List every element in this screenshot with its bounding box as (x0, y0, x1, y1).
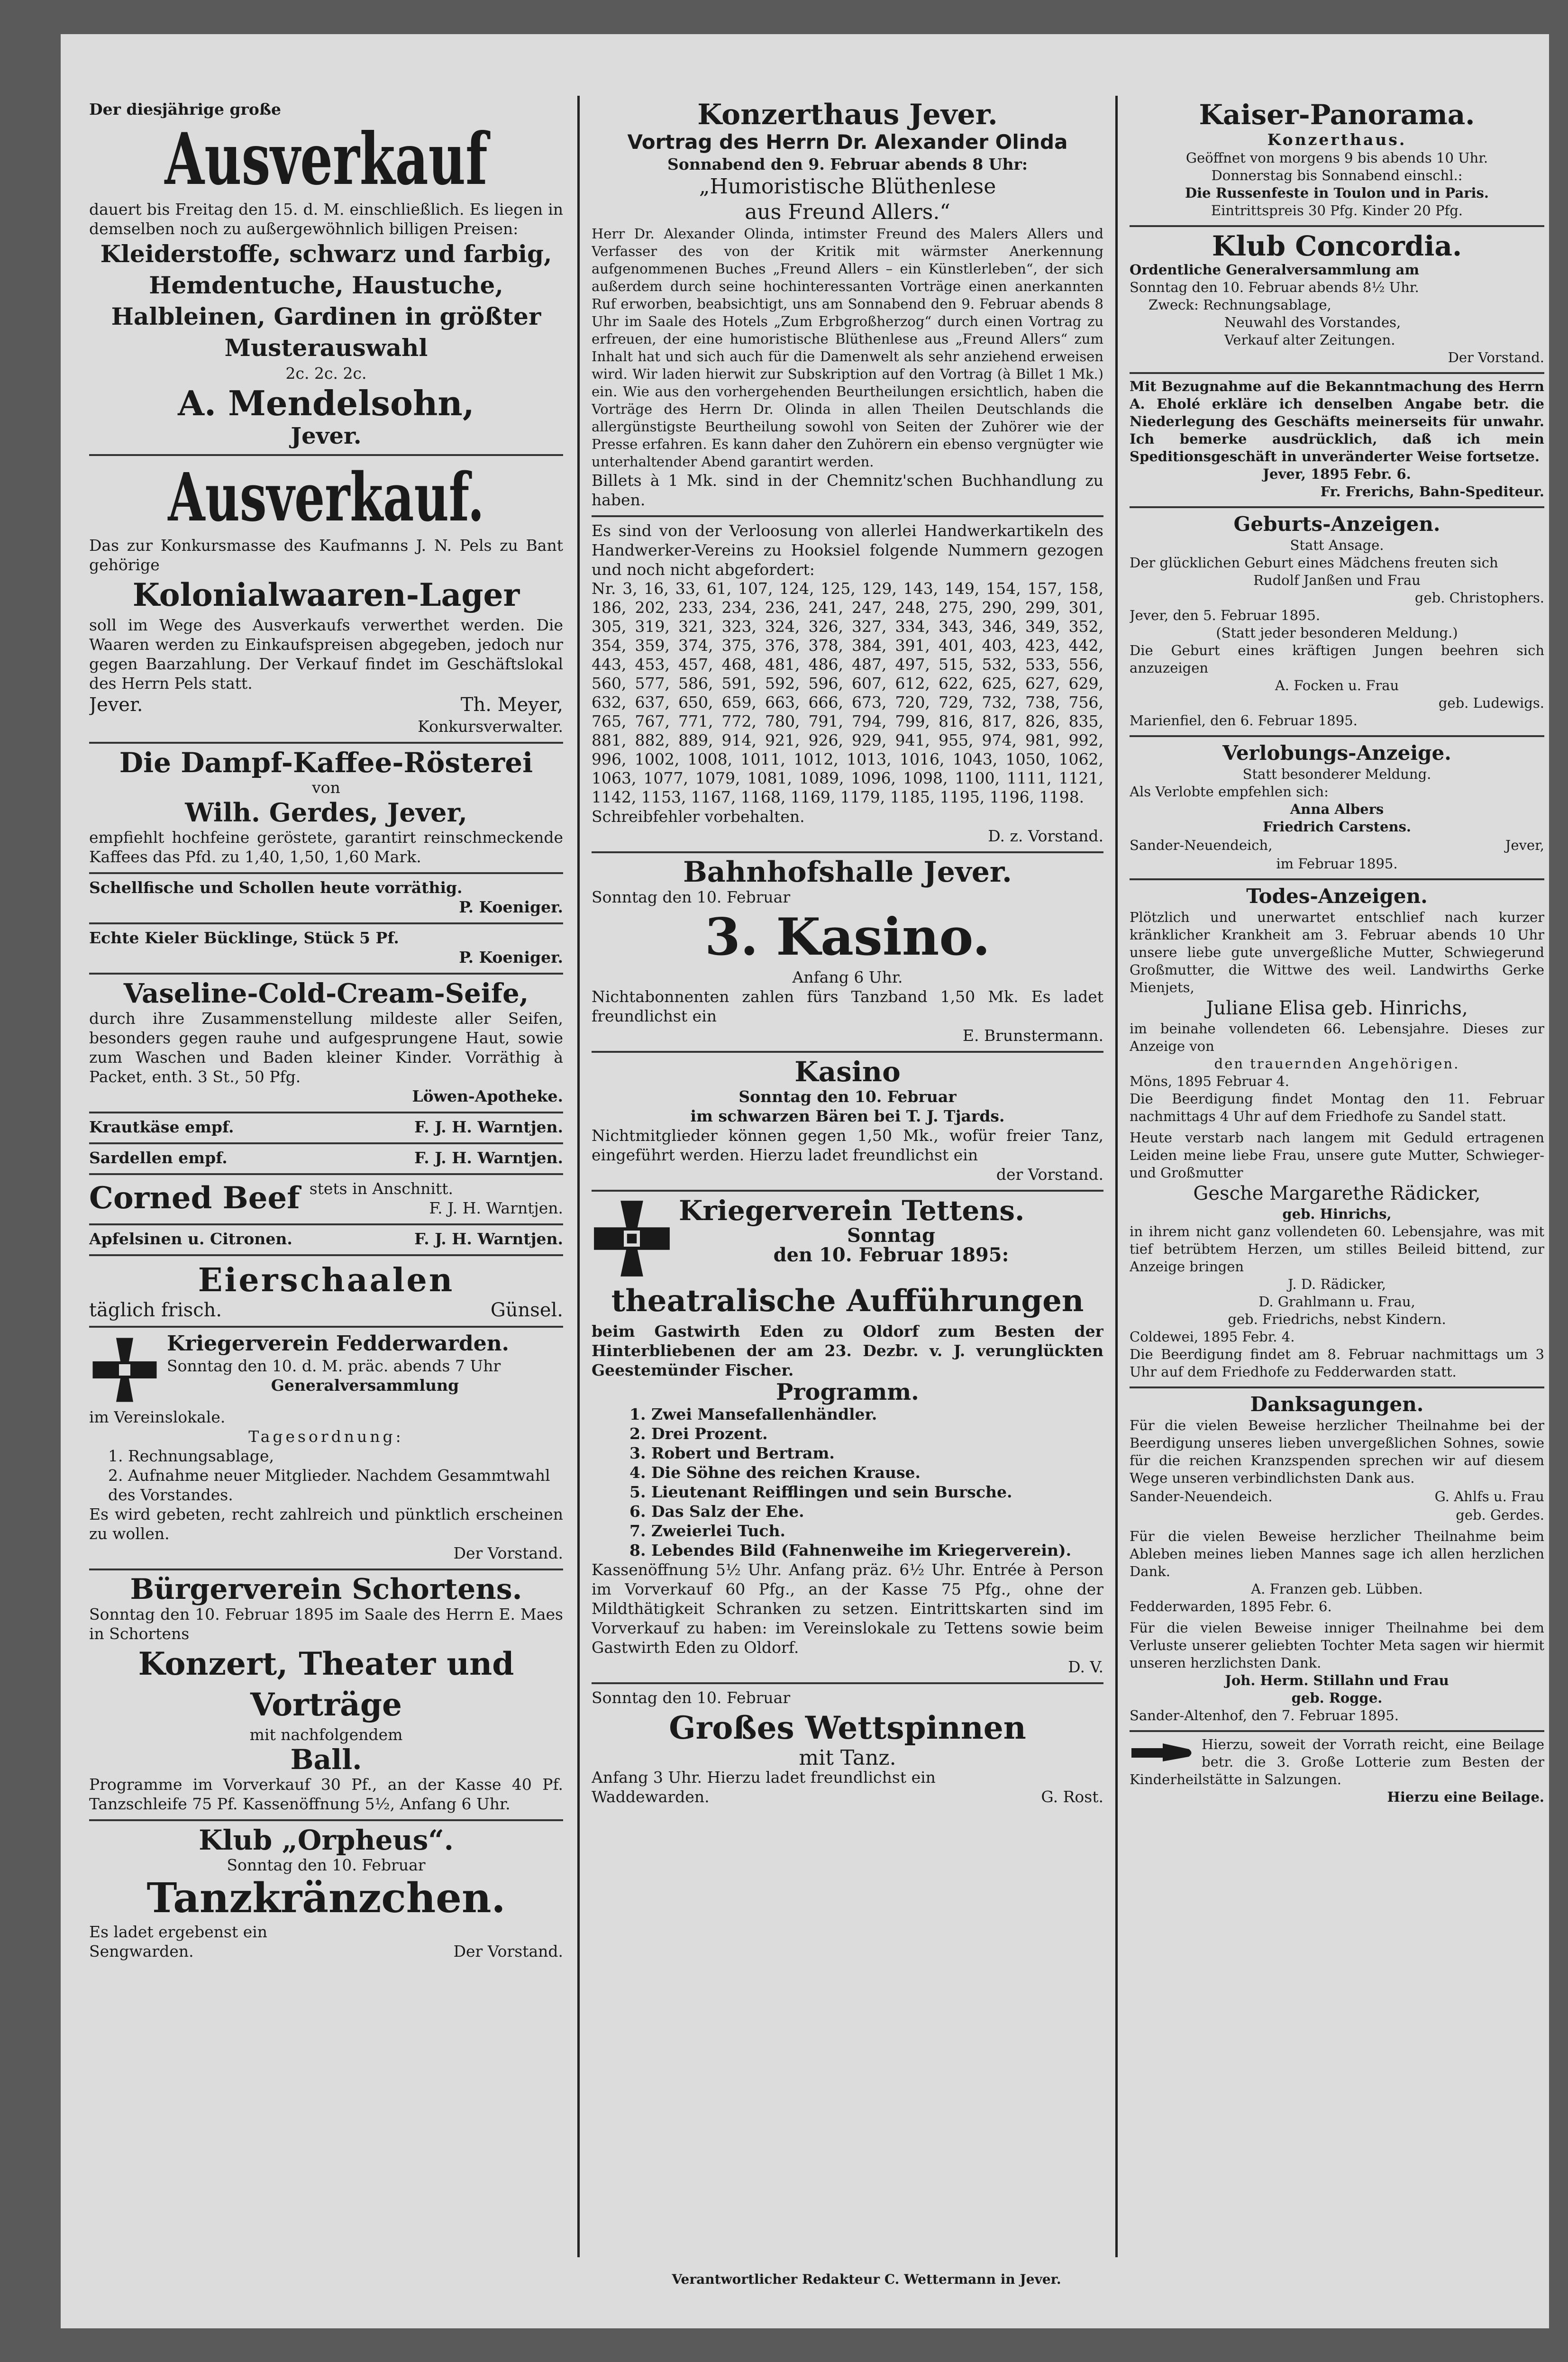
ad-text: Neuwahl des Vorstandes, (1224, 314, 1401, 330)
ad-kriegerverein-fedderwarden (89, 1328, 563, 1570)
ad-verloosung (592, 517, 1103, 853)
ad-buergerverein-schortens (89, 1570, 563, 1821)
column-left (89, 96, 563, 2257)
ad-agenda-item: 2. Aufnahme neuer Mitglieder. Nachdem Gesammtwahl des Vorstandes. (108, 1466, 550, 1504)
ad-text: soll im Wege des Ausverkaufs verwerthet werden. Die Waaren werden zu Einkaufspreisen abgegeben, jedoch nur gegen Baarzahlung. Der Verkauf findet im Geschäftslokal des Herrn Pels statt. (89, 616, 563, 693)
ad-topic: „Humoristische Blüthenlese (699, 174, 996, 199)
ad-todes-anzeigen (1130, 880, 1544, 1388)
ad-signature: Der Vorstand. (453, 1942, 563, 1961)
ad-signature: Der Vorstand. (1448, 349, 1544, 365)
ad-title: Kaiser-Panorama. (1199, 99, 1475, 131)
ad-text: geb. Ludewigs. (1438, 695, 1544, 711)
ad-date: Sonnabend den 9. Februar abends 8 Uhr: (667, 155, 1028, 173)
ad-town: Jever. (291, 423, 362, 449)
ad-text: Geöffnet von morgens 9 bis abends 10 Uhr. (1185, 150, 1488, 166)
ad-text: beim Gastwirth Eden zu Oldorf zum Besten der Hinterbliebenen der am 23. Dezbr. v. J. verunglückten Geestemünder Fischer. (592, 1322, 1103, 1379)
ad-text: Statt besonderer Meldung. (1242, 766, 1431, 782)
ad-text: Die Russenfeste in Toulon und in Paris. (1185, 185, 1489, 201)
ad-text: Die Beerdigung findet Montag den 11. Februar nachmittags 4 Uhr auf dem Friedhofe zu Sandel statt. (1130, 1091, 1544, 1124)
ad-signature: D. V. (1068, 1658, 1103, 1676)
program-list (592, 1404, 1103, 1560)
ad-title: Kriegerverein Fedderwarden. (167, 1331, 510, 1356)
ad-text: täglich frisch. (89, 1299, 222, 1321)
ad-text: Schellfische und Schollen heute vorräthig. (89, 878, 463, 897)
ad-danksagungen (1130, 1388, 1544, 1732)
ad-text: Krautkäse empf. (89, 1118, 234, 1136)
program-item: 4. Die Söhne des reichen Krause. (629, 1463, 921, 1482)
ad-text: Friedrich Carstens. (1262, 819, 1412, 835)
ad-krautkaese (89, 1113, 563, 1144)
ad-title: Geburts-Anzeigen. (1233, 512, 1440, 536)
ad-agenda-item: 1. Rechnungsablage, (108, 1447, 274, 1465)
ad-title: Großes Wettspinnen (669, 1709, 1026, 1746)
ad-etc: 2c. 2c. 2c. (285, 364, 367, 383)
ad-title: Corned Beef (89, 1180, 300, 1216)
ad-place: im schwarzen Bären bei T. J. Tjards. (690, 1107, 1005, 1125)
ad-note: stets in Anschnitt. (309, 1179, 453, 1198)
iron-cross-icon (89, 1334, 160, 1405)
ad-text: Sonntag den 10. Februar (227, 1856, 426, 1874)
ad-text: in ihrem nicht ganz vollendeten 60. Lebensjahre, was mit tief betrübtem Herzen, um stilles Beileid bittend, zur Anzeige bringen (1130, 1223, 1544, 1275)
column-middle (592, 96, 1103, 2257)
ad-title: Vaseline-Cold-Cream-Seife, (123, 978, 529, 1009)
ad-topic: aus Freund Allers.“ (745, 200, 950, 224)
ad-name: Juliane Elisa geb. Hinrichs, (1206, 997, 1468, 1019)
ad-von: von (312, 778, 340, 797)
ad-place: Möns, 1895 Februar 4. (1130, 1073, 1290, 1089)
ad-title: Eierschaalen (198, 1261, 455, 1299)
ad-text: im beinahe vollendeten 66. Lebensjahre. Dieses zur Anzeige von (1130, 1021, 1544, 1054)
ad-intro: Der diesjährige große (89, 100, 282, 119)
ad-text: Kassenöffnung 5½ Uhr. Anfang präz. 6½ Uhr. Entrée à Person im Vorverkauf 60 Pfg., an der Kasse 75 Pfg., ohne der Mildthätigkeit Schranken zu setzen. Eintrittskarten sind im Vorverkauf zu haben: im Vereinslokale zu Tettens sowie beim Gastwirth Eden zu Oldorf. (592, 1560, 1103, 1657)
ad-klub-concordia (1130, 227, 1544, 374)
ad-signature: G. Rost. (1041, 1787, 1103, 1806)
ad-subtitle: Kolonialwaaren-Lager (132, 576, 520, 613)
ad-text: Rudolf Janßen und Frau (1253, 572, 1421, 588)
ad-day: Sonntag (847, 1224, 936, 1247)
ad-subtitle: Vortrag des Herrn Dr. Alexander Olinda (627, 130, 1068, 154)
ad-place: Sander-Altenhof, den 7. Februar 1895. (1130, 1707, 1399, 1724)
newspaper-page (61, 34, 1549, 2328)
ad-text: Statt Ansage. (1290, 537, 1384, 553)
ad-signature: geb. Gerdes. (1456, 1507, 1544, 1523)
ad-bahnhofshalle (592, 853, 1103, 1053)
ad-text: Herr Dr. Alexander Olinda, intimster Freund des Malers Allers und Verfasser des von der Kritik mit wärmster Anerkennung aufgenommenen Buches „Freund Allers – ein Künstlerleben“, der sich außerdem durch seine hochinteressanten Vorträge einen anerkannten Ruf erworben, beabsichtigt, uns am Sonnabend den 9. Februar abends 8 Uhr im Saale des Hotels „Zum Erbgroßherzog“ durch einen Vortrag zu erfreuen, der eine humoristische Blüthenlese aus „Freund Allers“ zum Inhalt hat und sich auch für die Damenwelt als sehr anziehend erweisen wird. Wir laden hierwit zur Subskription auf den Vortrag (à Billet 1 Mk.) ein. Wie aus den vorhergehenden Beurtheilungen ersichtlich, haben die Vorträge des Herrn Dr. Olinda in allen Theilen Deutschlands die allergünstigste Beurtheilung sowohl von Seiten der Zuhörer wie der Presse erfahren. Es kann daher den Zuhörern ein ebenso vergnügter wie unterhaltender Abend garantirt werden. (592, 226, 1103, 470)
ad-signature: Hierzu eine Beilage. (1387, 1789, 1544, 1805)
ad-title: Die Dampf-Kaffee-Rösterei (119, 747, 533, 779)
ad-signature: E. Brunstermann. (962, 1026, 1103, 1045)
ad-signature: A. Franzen geb. Lübben. (1251, 1581, 1423, 1597)
column-rule (577, 96, 580, 2257)
program-item: 3. Robert und Bertram. (629, 1444, 835, 1462)
ad-title: Kriegerverein Tettens. (679, 1195, 1025, 1227)
ad-verlobungs-anzeige (1130, 737, 1544, 880)
ad-apfelsinen (89, 1225, 563, 1256)
ad-text: Die Geburt eines kräftigen Jungen beehren sich anzuzeigen (1130, 642, 1544, 676)
ad-signature: Der Vorstand. (453, 1544, 563, 1562)
ad-numbers: Nr. 3, 16, 33, 61, 107, 124, 125, 129, 143, 149, 154, 157, 158, 186, 202, 233, 234, 236, 241, 247, 248, 275, 290, 299, 301, 305, 319, 321, 323, 324, 326, 327, 334, 343, 346, 349, 352, 354, 359, 374, 375, 376, 378, 384, 391, 401, 403, 423, 442, 443, 453, 457, 468, 481, 486, 487, 497, 515, 532, 533, 556, 560, 577, 586, 591, 592, 596, 607, 612, 622, 625, 627, 629, 632, 637, 650, 659, 663, 666, 673, 720, 729, 732, 738, 756, 765, 767, 771, 772, 780, 791, 794, 799, 816, 817, 826, 835, 881, 882, 889, 914, 921, 926, 929, 941, 955, 974, 981, 992, 996, 1002, 1008, 1011, 1012, 1013, 1016, 1043, 1050, 1062, 1063, 1077, 1079, 1081, 1089, 1096, 1098, 1100, 1111, 1121, 1142, 1153, 1167, 1168, 1169, 1179, 1185, 1195, 1196, 1198. (592, 579, 1103, 806)
ad-town: Jever. (89, 694, 143, 716)
ad-signature: Th. Meyer, (460, 694, 563, 716)
ad-text: Anna Albers (1290, 801, 1384, 817)
ad-title: Klub Concordia. (1212, 230, 1462, 262)
ad-text: im Februar 1895. (1276, 856, 1398, 872)
ad-text: Als Verlobte empfehlen sich: (1130, 784, 1329, 800)
ad-name: Gesche Margarethe Rädicker, (1193, 1183, 1481, 1204)
ad-subtitle: Tanzkränzchen. (146, 1874, 506, 1922)
ad-vaseline (89, 975, 563, 1113)
ad-text: Das zur Konkursmasse des Kaufmanns J. N. Pels zu Bant gehörige (89, 536, 563, 574)
ad-place: Waddewarden. (592, 1787, 710, 1806)
ad-title: Ausverkauf. (168, 459, 484, 537)
ad-kasino (592, 1053, 1103, 1192)
ad-wettspinnen (592, 1684, 1103, 1812)
ad-signature: D. Grahlmann u. Frau, (1258, 1294, 1415, 1310)
ad-text: Jever, den 5. Februar 1895. (1130, 607, 1321, 623)
ad-subtitle: Konzerthaus. (1267, 130, 1407, 149)
ad-text: den trauernden Angehörigen. (1214, 1056, 1460, 1072)
ad-text: Sonntag den 10. Februar 1895 im Saale des Herrn E. Maes in Schortens (89, 1605, 563, 1643)
ad-signature: P. Koeniger. (459, 898, 563, 916)
ad-text: Zweck: Rechnungsablage, (1149, 297, 1331, 313)
ad-text: Donnerstag bis Sonnabend einschl.: (1211, 167, 1463, 183)
column-right (1130, 96, 1544, 2257)
ad-text: Es ladet ergebenst ein (89, 1923, 268, 1941)
ad-text: dauert bis Freitag den 15. d. M. einschließlich. Es liegen in demselben noch zu außergewöhnlich billigen Preisen: (89, 200, 563, 238)
ad-sardellen (89, 1144, 563, 1175)
program-item: 6. Das Salz der Ehe. (629, 1502, 804, 1521)
ad-subtitle: theatralische Aufführungen (611, 1283, 1084, 1319)
ad-signature: der Vorstand. (996, 1165, 1103, 1184)
ad-kriegerverein-tettens (592, 1192, 1103, 1684)
ad-subtitle: Vorträge (250, 1686, 402, 1723)
ad-text: Für die vielen Beweise herzlicher Theilnahme bei der Beerdigung unseres lieben unvergeßlichen Sohnes, sowie für die reichen Kranzspenden sprechen wir auf diesem Wege unseren verbindlichsten Dank aus. (1130, 1417, 1544, 1486)
ad-text: empfiehlt hochfeine geröstete, garantirt reinschmeckende Kaffees das Pfd. zu 1,40, 1,50, 1,60 Mark. (89, 828, 563, 866)
program-item: 2. Drei Prozent. (629, 1424, 768, 1443)
ad-subtitle: mit Tanz. (799, 1746, 896, 1770)
ad-note: Schreibfehler vorbehalten. (592, 807, 805, 826)
ad-text: Sardellen empf. (89, 1149, 228, 1167)
ad-title: Bahnhofshalle Jever. (683, 856, 1012, 889)
ad-date: Sonntag den 10. Februar (592, 888, 791, 906)
ad-signature: F. J. H. Warntjen. (429, 1199, 563, 1217)
ad-text: Es wird gebeten, recht zahlreich und pünktlich erscheinen zu wollen. (89, 1505, 563, 1543)
program-item: 8. Lebendes Bild (Fahnenweihe im Kriegerverein). (629, 1541, 1072, 1559)
ad-place: Jever, (1505, 837, 1544, 853)
ad-text: Apfelsinen u. Citronen. (89, 1230, 292, 1248)
ad-eierschaalen (89, 1256, 563, 1328)
ad-corned-beef (89, 1175, 563, 1225)
ad-text: Verkauf alter Zeitungen. (1224, 332, 1395, 348)
ad-gerdes (89, 744, 563, 874)
ad-kaiser-panorama (1130, 96, 1544, 227)
ad-agenda-title: Tagesordnung: (248, 1427, 404, 1446)
ad-signature: J. D. Rädicker, (1288, 1276, 1386, 1292)
ad-title: Todes-Anzeigen. (1246, 885, 1428, 908)
ad-place: im Vereinslokale. (89, 1408, 226, 1426)
ad-text: (Statt jeder besonderen Meldung.) (1216, 625, 1458, 641)
ad-date: Sonntag den 10. Februar (592, 1688, 791, 1707)
ad-title: Bürgerverein Schortens. (130, 1573, 522, 1606)
ad-frerichs (1130, 374, 1544, 508)
ad-text: Für die vielen Beweise herzlicher Theilnahme beim Ableben meines lieben Mannes sage ich allen herzlichen Dank. (1130, 1528, 1544, 1579)
ad-title: Kasino (794, 1056, 901, 1088)
ad-date: Sonntag den 10. Februar (738, 1087, 957, 1106)
ad-title: Verlobungs-Anzeige. (1222, 741, 1451, 765)
program-item: 7. Zweierlei Tuch. (629, 1522, 786, 1540)
ad-text: Die Beerdigung findet am 8. Februar nachmittags um 3 Uhr auf dem Friedhofe zu Fedderwarden statt. (1130, 1346, 1544, 1380)
ad-text: Marienfiel, den 6. Februar 1895. (1130, 712, 1358, 729)
ad-title: Klub „Orpheus“. (199, 1824, 454, 1856)
ad-text: Mit Bezugnahme auf die Bekanntmachung des Herrn A. Eholé erkläre ich denselben Angabe betr. die Niederlegung des Geschäfts meinerseits für unwahr. Ich bemerke ausdrücklich, daß ich mein Speditionsgeschäft in unveränderter Weise fortsetze. (1130, 378, 1544, 465)
ad-text: Echte Kieler Bücklinge, Stück 5 Pf. (89, 929, 399, 947)
ad-signature: Günsel. (490, 1299, 563, 1321)
ad-firm: Wilh. Gerdes, Jever, (185, 797, 467, 828)
ad-text: Hierzu, soweit der Vorrath reicht, eine Beilage betr. die 3. Große Lotterie zum Besten der Kinderheilstätte in Salzungen. (1130, 1736, 1544, 1787)
ad-koeniger-buecklinge (89, 924, 563, 975)
ad-text: Es sind von der Verloosung von allerlei Handwerkartikeln des Handwerker-Vereins zu Hooksiel folgende Nummern gezogen und noch nicht abgefordert: (592, 521, 1103, 579)
ad-text: Programme im Vorverkauf 30 Pf., an der Kasse 40 Pf. Tanzschleife 75 Pf. Kassenöffnung 5½, Anfang 6 Uhr. (89, 1775, 563, 1813)
ad-goods: Kleiderstoffe, schwarz und farbig, Hemdentuche, Haustuche, Halbleinen, Gardinen in größter Musterauswahl (100, 240, 552, 362)
ad-text: Der glücklichen Geburt eines Mädchens freuten sich (1130, 555, 1498, 571)
ad-signature: F. J. H. Warntjen. (414, 1230, 563, 1248)
ad-name: geb. Hinrichs, (1282, 1206, 1392, 1222)
ad-text: Nichtabonnenten zahlen fürs Tanzband 1,50 Mk. Es ladet freundlichst ein (592, 987, 1103, 1025)
ad-place: Coldewei, 1895 Febr. 4. (1130, 1329, 1295, 1345)
ad-role: Konkursverwalter. (418, 717, 563, 736)
ad-mendelsohn (89, 96, 563, 456)
ad-tickets: Billets à 1 Mk. sind in der Chemnitz'schen Buchhandlung zu haben. (592, 471, 1103, 509)
ad-place: Sengwarden. (89, 1942, 194, 1961)
ad-signature: F. J. H. Warntjen. (414, 1118, 563, 1136)
ad-text: Plötzlich und unerwartet entschlief nach kurzer kränklicher Krankheit am 3. Februar abends 10 Uhr unsere liebe gute unvergeßliche Mutter, Schwiegerund Großmutter, die Wittwe des weil. Landwirths Gerke Mienjets, (1130, 909, 1544, 995)
ad-firm: A. Mendelsohn, (178, 383, 474, 423)
ad-pels (89, 456, 563, 744)
ad-place: Sander-Neuendeich, (1130, 837, 1273, 853)
ad-signature: G. Ahlfs u. Frau (1434, 1488, 1544, 1505)
ad-text: Anfang 3 Uhr. Hierzu ladet freundlichst ein (592, 1768, 936, 1787)
ad-signature: D. z. Vorstand. (988, 827, 1103, 845)
ad-text: A. Focken u. Frau (1275, 677, 1399, 693)
ad-subtitle: Ball. (290, 1743, 362, 1776)
ad-beilage (1130, 1732, 1544, 1812)
ad-place: Sander-Neuendeich. (1130, 1488, 1273, 1505)
ad-date: Sonntag den 10. Februar abends 8½ Uhr. (1130, 279, 1419, 295)
ad-text: Eintrittspreis 30 Pfg. Kinder 20 Pfg. (1211, 202, 1463, 219)
iron-cross-icon (592, 1198, 672, 1279)
column-rule (1115, 96, 1118, 2257)
ad-text: Sonntag den 10. d. M. präc. abends 7 Uhr (167, 1357, 501, 1375)
ad-konzerthaus (592, 96, 1103, 517)
ad-date: den 10. Februar 1895: (773, 1244, 1009, 1266)
ad-signature: geb. Friedrichs, nebst Kindern. (1228, 1311, 1446, 1327)
pointing-hand-icon (1130, 1739, 1196, 1767)
ad-date: Jever, 1895 Febr. 6. (1263, 466, 1411, 482)
ad-text: geb. Christophers. (1414, 590, 1544, 606)
ad-signature: geb. Rogge. (1291, 1690, 1383, 1706)
ad-text: durch ihre Zusammenstellung mildeste aller Seifen, besonders gegen rauhe und aufgesprungene Haut, sowie zum Waschen und Baden kleiner Kinder. Vorräthig à Packet, enth. 3 St., 50 Pfg. (89, 1009, 563, 1086)
ad-text: Nichtmitglieder können gegen 1,50 Mk., wofür freier Tanz, eingeführt werden. Hierzu ladet freundlichst ein (592, 1126, 1103, 1164)
program-item: 5. Lieutenant Reifflingen und sein Bursche. (629, 1483, 1012, 1501)
editor-footer: Verantwortlicher Redakteur C. Wettermann in Jever. (672, 2271, 1061, 2287)
ad-place: Fedderwarden, 1895 Febr. 6. (1130, 1598, 1332, 1614)
ad-program-title: Programm. (776, 1379, 919, 1405)
ad-text: Heute verstarb nach langem mit Geduld ertragenen Leiden meine liebe Frau, unsere gute Mutter, Schwieger- und Großmutter (1130, 1130, 1544, 1181)
ad-subtitle: Generalversammlung (271, 1376, 459, 1395)
ad-subtitle: Konzert, Theater und (138, 1645, 514, 1682)
ad-signature: Joh. Herm. Stillahn und Frau (1225, 1672, 1449, 1688)
ad-text: Für die vielen Beweise inniger Theilnahme bei dem Verluste unserer geliebten Tochter Meta sagen wir hiermit unseren herzlichsten Dank. (1130, 1620, 1544, 1671)
ad-klub-orpheus (89, 1821, 563, 1967)
ad-shop: Löwen-Apotheke. (412, 1087, 563, 1105)
ad-signature: P. Koeniger. (459, 948, 563, 967)
program-item: 1. Zwei Mansefallenhändler. (629, 1405, 877, 1423)
ad-start: Anfang 6 Uhr. (792, 968, 903, 986)
ad-geburts-anzeigen (1130, 508, 1544, 737)
ad-subtitle: Ordentliche Generalversammlung am (1130, 262, 1420, 278)
ad-title: Danksagungen. (1250, 1393, 1424, 1416)
ad-signature: Fr. Frerichs, Bahn-Spediteur. (1320, 483, 1544, 500)
ad-title: Konzerthaus Jever. (697, 98, 998, 131)
ad-koeniger-fish (89, 874, 563, 924)
ad-text: mit nachfolgendem (249, 1725, 403, 1744)
ad-title: Ausverkauf (164, 118, 488, 201)
ad-signature: F. J. H. Warntjen. (414, 1149, 563, 1167)
ad-subtitle: 3. Kasino. (704, 907, 991, 967)
